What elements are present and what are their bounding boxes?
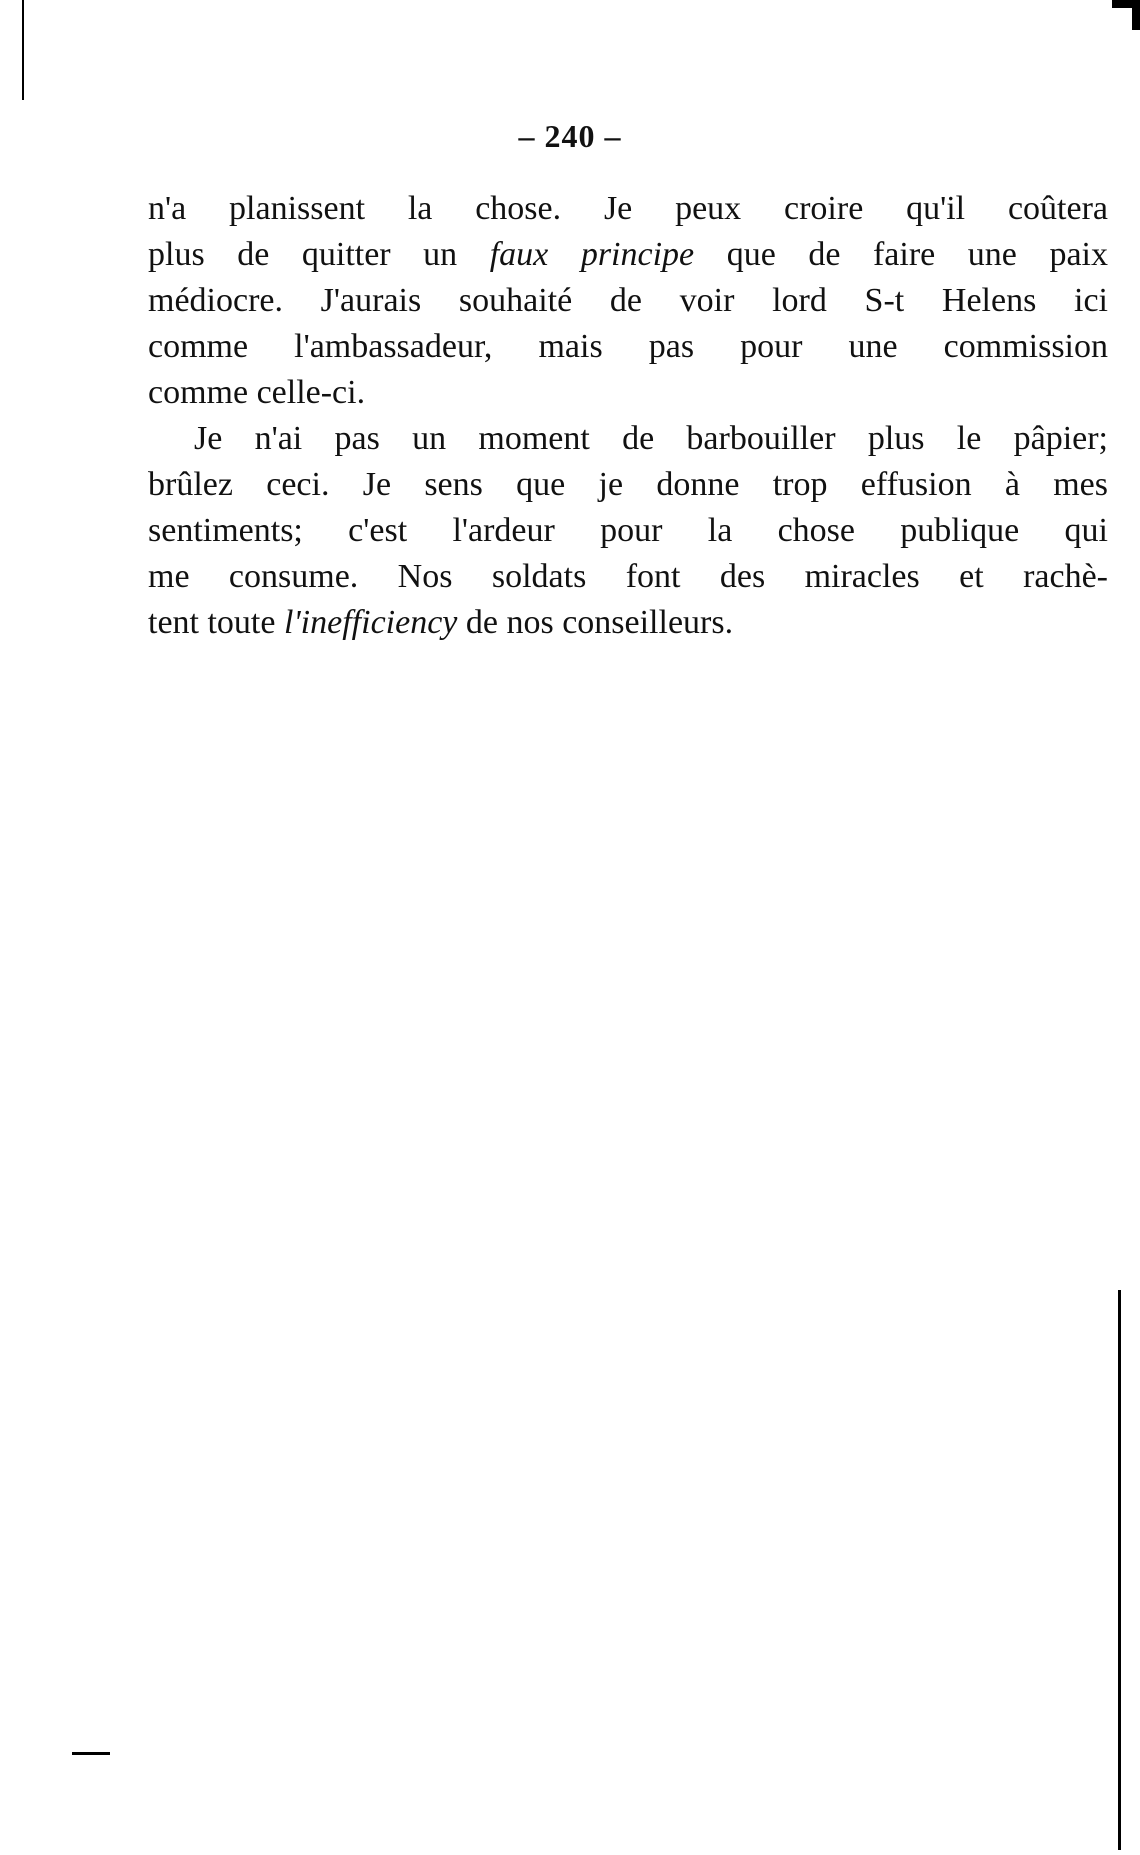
text-run: comme l'ambassadeur, mais pas pour une commission: [148, 328, 1108, 365]
text-run: brûlez ceci. Je sens que je donne trop effusion à mes: [148, 466, 1108, 503]
text-run: tent toute: [148, 604, 284, 641]
text-line: [148, 278, 1108, 324]
text-line: [148, 600, 1108, 646]
text-run: de nos conseilleurs.: [457, 604, 734, 641]
text-run: me consume. Nos soldats font des miracles et rachè-: [148, 558, 1108, 595]
italic-phrase: l'inefficiency: [283, 604, 458, 641]
scan-corner-mark: [1112, 0, 1140, 8]
text-line: [148, 232, 1108, 278]
text-run: plus de quitter un: [148, 236, 490, 273]
text-run: médiocre. J'aurais souhaité de voir lord S-t Helens ici: [148, 282, 1108, 319]
text-run: sentiments; c'est l'ardeur pour la chose publique qui: [148, 512, 1108, 549]
text-line: [148, 324, 1108, 370]
text-line: [148, 370, 1108, 416]
text-line: [148, 508, 1108, 554]
paragraph: [148, 186, 1108, 416]
page-number: – 240 –: [518, 118, 622, 154]
scan-mark-bottom-left: [72, 1752, 110, 1755]
text-run: n'a planissent la chose. Je peux croire qu'il coûtera: [148, 190, 1108, 227]
text-line: [148, 462, 1108, 508]
scan-edge-line-right: [1118, 1290, 1121, 1850]
text-run: comme celle-ci.: [148, 374, 366, 411]
text-line: [148, 554, 1108, 600]
paragraph: [148, 416, 1108, 646]
text-line: [148, 416, 1108, 462]
text-run: Je n'ai pas un moment de barbouiller plus le pâpier;: [194, 420, 1108, 457]
body-text: [148, 186, 1108, 646]
text-run: que de faire une paix: [694, 236, 1108, 273]
text-line: [148, 186, 1108, 232]
scan-edge-line-left: [22, 0, 24, 100]
italic-phrase: faux principe: [489, 236, 695, 273]
